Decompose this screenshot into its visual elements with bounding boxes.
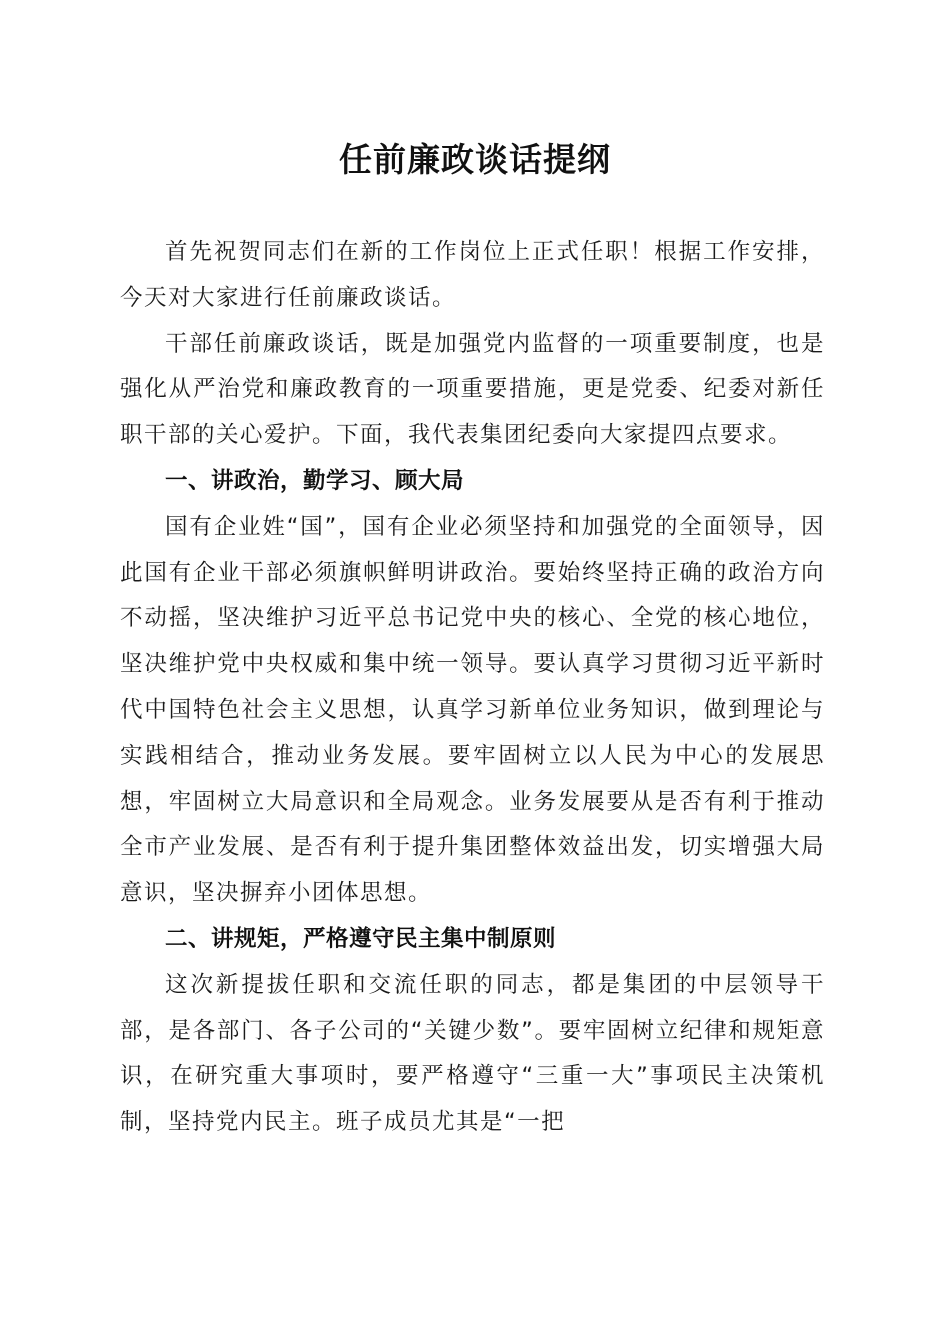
section-paragraph-2: 这次新提拔任职和交流任职的同志，都是集团的中层领导干部，是各部门、各子公司的“关键少数”。要牢固树立纪律和规矩意识，在研究重大事项时，要严格遵守“三重一大”事项民主决策机制，坚持党内民主。班子成员尤其是“一把 [120, 971, 825, 1136]
section-heading-1: 一、讲政治，勤学习、顾大局 [165, 467, 465, 494]
intro-paragraph-1: 首先祝贺同志们在新的工作岗位上正式任职！根据工作安排，今天对大家进行任前廉政谈话。 [120, 239, 825, 311]
section-heading-2: 二、讲规矩，严格遵守民主集中制原则 [165, 925, 557, 952]
document-body [120, 230, 825, 1146]
intro-paragraph-2: 干部任前廉政谈话，既是加强党内监督的一项重要制度，也是强化从严治党和廉政教育的一项重要措施，更是党委、纪委对新任职干部的关心爱护。下面，我代表集团纪委向大家提四点要求。 [120, 330, 825, 449]
document-title: 任前廉政谈话提纲 [339, 140, 611, 179]
section-paragraph-1: 国有企业姓“国”，国有企业必须坚持和加强党的全面领导，因此国有企业干部必须旗帜鲜明讲政治。要始终坚持正确的政治方向不动摇，坚决维护习近平总书记党中央的核心、全党的核心地位，坚决维护党中央权威和集中统一领导。要认真学习贯彻习近平新时代中国特色社会主义思想，认真学习新单位业务知识，做到理论与实践相结合，推动业务发展。要牢固树立以人民为中心的发展思想，牢固树立大局意识和全局观念。业务发展要从是否有利于推动全市产业发展、是否有利于提升集团整体效益出发，切实增强大局意识，坚决摒弃小团体思想。 [120, 513, 825, 907]
